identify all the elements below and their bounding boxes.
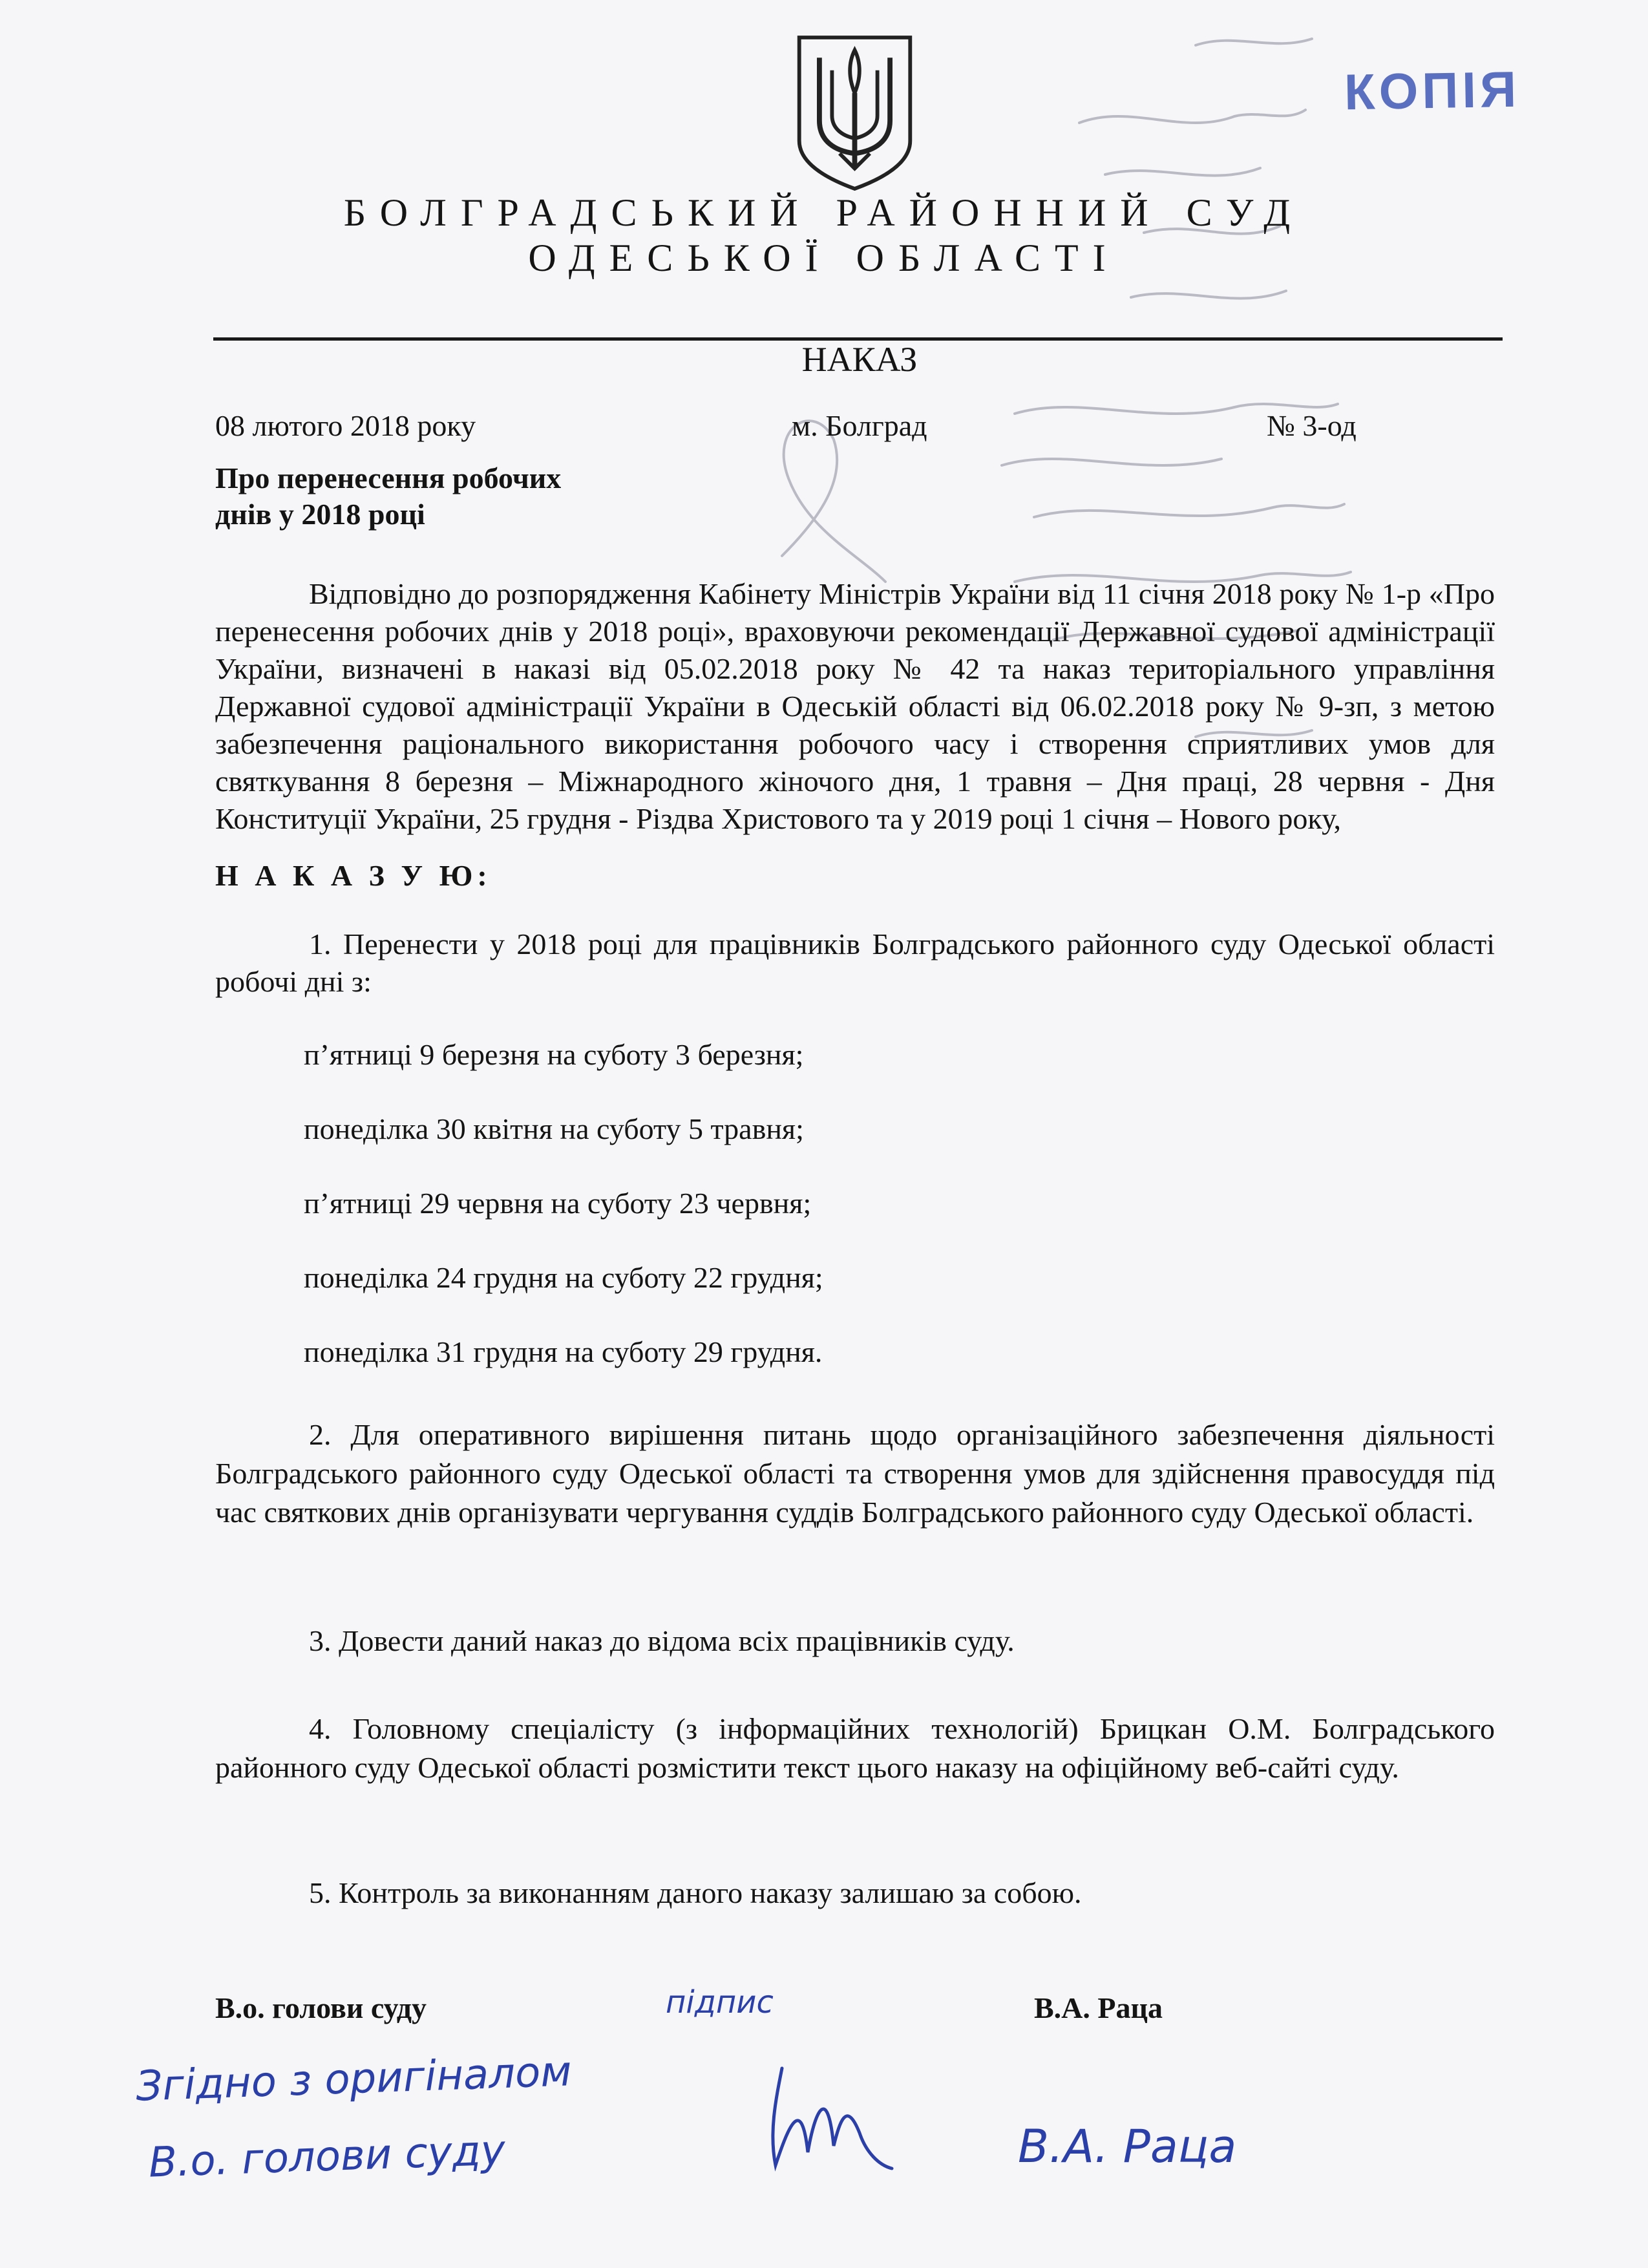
point-5 — [215, 1874, 1495, 1912]
point-4-text: 4. Головному спеціалісту (з інформаційних технологій) Брицкан О.М. Болградського районного суду Одеської області розмістити текст цього наказу на офіційному веб-сайті суду. — [215, 1712, 1495, 1784]
point-4 — [215, 1710, 1495, 1787]
order-date: 08 лютого 2018 року — [215, 409, 476, 442]
point-3 — [215, 1622, 1495, 1660]
transfer-item: понеділка 31 грудня на суботу 29 грудня. — [304, 1335, 823, 1368]
transfer-item: понеділка 30 квітня на суботу 5 травня; — [304, 1112, 804, 1145]
subject-line2: днів у 2018 році — [215, 498, 425, 531]
transfer-item: п’ятниці 29 червня на суботу 23 червня; — [304, 1187, 812, 1220]
court-name-line2: ОДЕСЬКОЇ ОБЛАСТІ — [528, 237, 1120, 279]
subject-line1: Про перенесення робочих — [215, 461, 562, 494]
order-place: м. Болград — [792, 409, 927, 442]
handwritten-note: підпис — [666, 1984, 774, 2020]
point-1 — [215, 926, 1495, 1001]
signer-name: В.А. Раца — [1034, 1991, 1163, 2024]
copy-stamp: КОПІЯ — [1344, 60, 1521, 121]
transfer-item: понеділка 24 грудня на суботу 22 грудня; — [304, 1261, 823, 1294]
point-1-text: 1. Перенести у 2018 році для працівників Болградського районного суду Одеської області робочі дні з: — [215, 927, 1495, 998]
transfer-item: п’ятниці 9 березня на суботу 3 березня; — [304, 1038, 804, 1071]
point-3-text: 3. Довести даний наказ до відома всіх працівників суду. — [309, 1624, 1015, 1657]
order-word: Н А К А З У Ю: — [215, 859, 492, 892]
document-type: НАКАЗ — [801, 340, 918, 379]
point-5-text: 5. Контроль за виконанням даного наказу залишаю за собою. — [309, 1876, 1082, 1909]
certification-signer: В.А. Раца — [1018, 2120, 1237, 2173]
court-name-line1: БОЛГРАДСЬКИЙ РАЙОННИЙ СУД — [343, 191, 1305, 234]
signature-scribble-icon — [730, 2055, 898, 2178]
preamble — [215, 575, 1495, 838]
preamble-text: Відповідно до розпорядження Кабінету Міністрів України від 11 січня 2018 року № 1-р «Про перенесення робочих днів у 2018 році», враховуючи рекомендації Державної судової адміністрації України, визначені в наказі від 05.02.2018 року № 42 та наказ територіального управління Державної судової адміністрації України в Одеській області від 06.02.2018 року № 9-зп, з метою забезпечення раціонального використання робочого часу і створення сприятливих умов для святкування 8 березня – Міжнародного жіночого дня, 1 травня – Дня праці, 28 червня - Дня Конституції України, 25 грудня - Різдва Христового та у 2019 році 1 січня – Нового року, — [215, 577, 1495, 835]
certification-line2: В.о. голови суду — [147, 2126, 506, 2187]
signer-position: В.о. голови суду — [215, 1991, 427, 2024]
order-subject — [215, 460, 561, 533]
point-2-text: 2. Для оперативного вирішення питань щодо організаційного забезпечення діяльності Болградського районного суду Одеської області та створення умов для здійснення правосуддя під час святкових днів організувати чергування суддів Болградського районного суду Одеської області. — [215, 1418, 1495, 1529]
point-2 — [215, 1415, 1495, 1532]
certification-line1: Згідно з оригіналом — [134, 2048, 573, 2111]
order-number: № 3-од — [1267, 409, 1357, 442]
